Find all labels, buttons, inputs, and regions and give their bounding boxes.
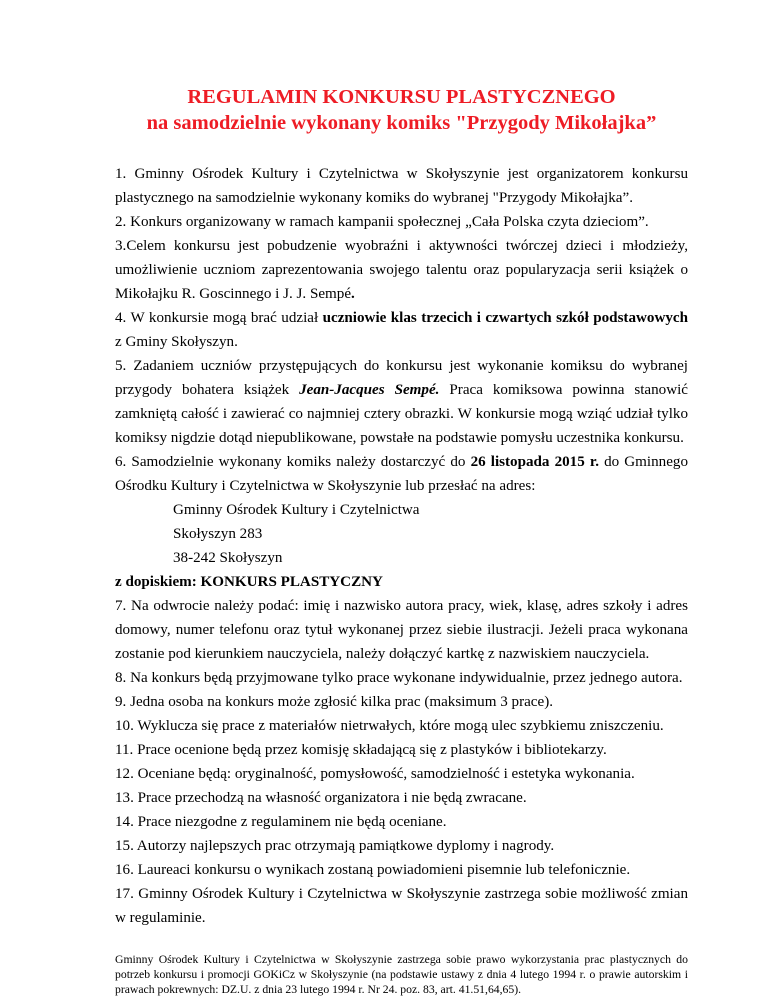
title-line-2: na samodzielnie wykonany komiks "Przygody Mikołajka” xyxy=(146,112,657,134)
rule-3 xyxy=(115,234,688,306)
rule-9: 9. Jedna osoba na konkurs może zgłosić kilka prac (maksimum 3 prace). xyxy=(115,694,554,710)
rule-5 xyxy=(115,354,688,450)
rule-6-deadline: 26 listopada 2015 r. xyxy=(470,454,599,470)
rule-1: 1. Gminny Ośrodek Kultury i Czytelnictwa w Skołyszynie jest organizatorem konkursu plastycznego na samodzielnie wykonany komiks do wybranej "Przygody Mikołajka”. xyxy=(115,166,688,206)
rule-4-participants: uczniowie klas trzecich i czwartych szkół podstawowych xyxy=(322,310,688,326)
rules-list xyxy=(115,162,688,930)
rule-6-text-a: 6. Samodzielnie wykonany komiks należy dostarczyć do xyxy=(115,454,471,470)
rule-17: 17. Gminny Ośrodek Kultury i Czytelnictwa w Skołyszynie zastrzega sobie możliwość zmian w regulaminie. xyxy=(115,886,688,926)
rule-6 xyxy=(115,450,688,498)
rule-14: 14. Prace niezgodne z regulaminem nie będą oceniane. xyxy=(115,814,447,830)
envelope-note: z dopiskiem: KONKURS PLASTYCZNY xyxy=(115,574,383,590)
rule-11: 11. Prace ocenione będą przez komisję składającą się z plastyków i bibliotekarzy. xyxy=(115,742,607,758)
rule-5-text-b: Praca komiksowa powinna stanowić zamkniętą całość i zawierać co najmniej cztery obrazki. W konkursie mogą wziąć udział tylko komiksy nigdzie dotąd niepublikowane, powstałe na podstawie pomysłu uczestnika konkursu. xyxy=(115,382,689,446)
rule-15: 15. Autorzy najlepszych prac otrzymają pamiątkowe dyplomy i nagrody. xyxy=(115,838,555,854)
address-line-3: 38-242 Skołyszyn xyxy=(173,550,283,566)
rule-4 xyxy=(115,306,688,354)
rule-5-author: Jean-Jacques Sempé. xyxy=(299,382,440,398)
rule-8: 8. Na konkurs będą przyjmowane tylko prace wykonane indywidualnie, przez jednego autora. xyxy=(115,670,683,686)
rule-13: 13. Prace przechodzą na własność organizatora i nie będą zwracane. xyxy=(115,790,527,806)
footer-note: Gminny Ośrodek Kultury i Czytelnictwa w Skołyszynie zastrzega sobie prawo wykorzystania prac plastycznych do potrzeb konkursu i promocji GOKiCz w Skołyszynie (na podstawie ustawy z dnia 4 lutego 1994 r. o prawie autorskim i prawach pokrewnych: DZ.U. z dnia 23 lutego 1994 r. Nr 24. poz. 83, art. 41.51,64,65). xyxy=(115,953,688,996)
title-line-1: REGULAMIN KONKURSU PLASTYCZNEGO xyxy=(187,86,616,108)
address-line-1: Gminny Ośrodek Kultury i Czytelnictwa xyxy=(173,502,420,518)
rule-12: 12. Oceniane będą: oryginalność, pomysłowość, samodzielność i estetyka wykonania. xyxy=(115,766,635,782)
rule-7: 7. Na odwrocie należy podać: imię i nazwisko autora pracy, wiek, klasę, adres szkoły i adres domowy, numer telefonu oraz tytuł wykonanej przez siebie ilustracji. Jeżeli praca wykonana zostanie pod kierunkiem nauczyciela, należy dołączyć kartkę z nazwiskiem nauczyciela. xyxy=(115,598,688,662)
rule-5-text-a: 5. Zadaniem uczniów przystępujących do konkursu jest wykonanie komiksu do wybranej przygody bohatera książek xyxy=(115,358,688,398)
rule-2: 2. Konkurs organizowany w ramach kampanii społecznej „Cała Polska czyta dzieciom”. xyxy=(115,214,649,230)
rule-3-text: 3.Celem konkursu jest pobudzenie wyobraźni i aktywności twórczej dzieci i młodzieży, umożliwienie uczniom zaprezentowania swojego talentu oraz popularyzacja serii książek o Mikołajku R. Goscinnego i J. J. Sempé xyxy=(115,238,688,302)
rule-4-text-a: 4. W konkursie mogą brać udział xyxy=(115,310,323,326)
document-title xyxy=(115,84,688,136)
rule-16: 16. Laureaci konkursu o wynikach zostaną powiadomieni pisemnie lub telefonicznie. xyxy=(115,862,631,878)
address-line-2: Skołyszyn 283 xyxy=(173,526,263,542)
rule-4-text-b: z Gminy Skołyszyn. xyxy=(115,334,238,350)
rule-3-end: . xyxy=(351,286,355,302)
rule-6-text-b: do Gminnego Ośrodku Kultury i Czytelnictwa w Skołyszynie lub przesłać na adres: xyxy=(115,454,688,494)
rule-10: 10. Wyklucza się prace z materiałów nietrwałych, które mogą ulec szybkiemu zniszczeniu. xyxy=(115,718,664,734)
